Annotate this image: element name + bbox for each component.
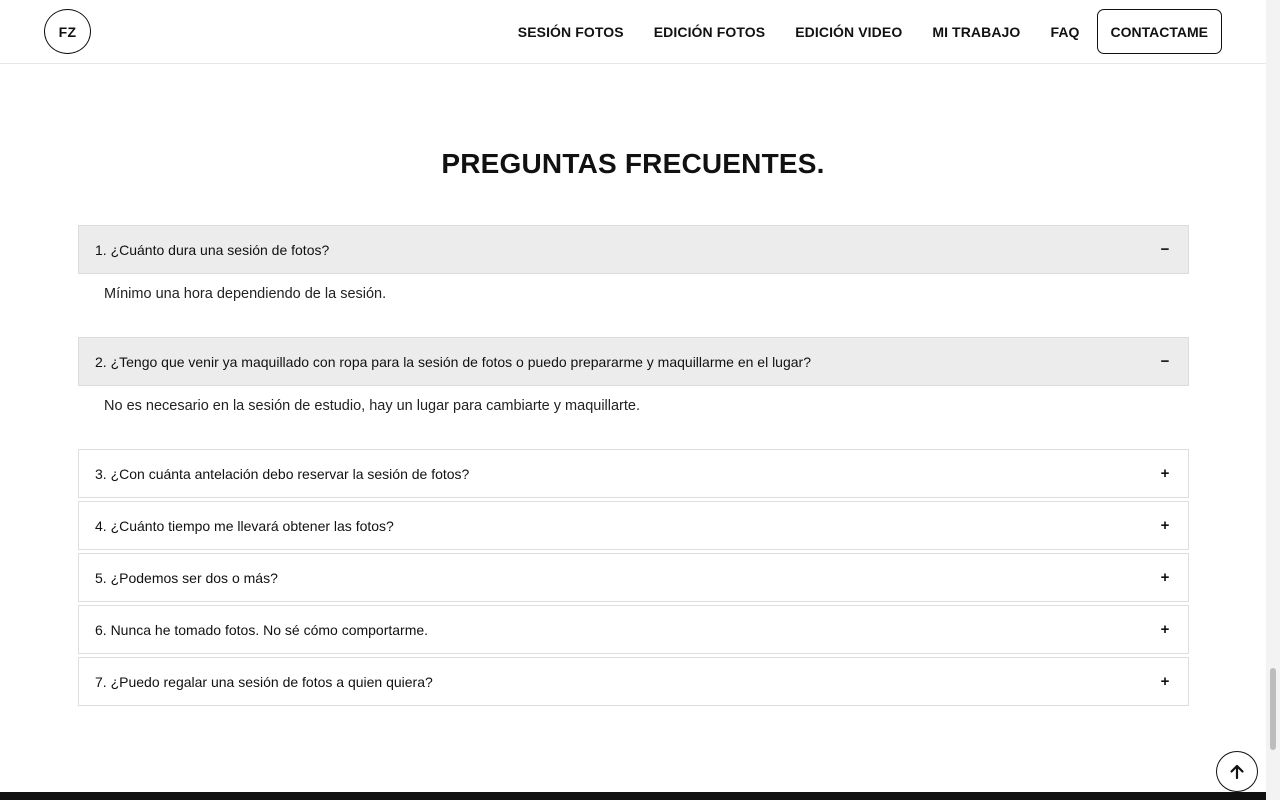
main-nav bbox=[488, 9, 1222, 54]
plus-icon[interactable]: + bbox=[1160, 465, 1170, 482]
faq-question-text: 5. ¿Podemos ser dos o más? bbox=[95, 569, 278, 586]
scrollbar-thumb[interactable] bbox=[1270, 668, 1276, 750]
faq-question-1[interactable] bbox=[78, 225, 1189, 274]
page-title: PREGUNTAS FRECUENTES. bbox=[441, 148, 825, 179]
nav-link-sesion-fotos[interactable]: SESIÓN FOTOS bbox=[517, 23, 624, 40]
faq-question-text: 7. ¿Puedo regalar una sesión de fotos a quien quiera? bbox=[95, 673, 433, 690]
faq-answer-1: Mínimo una hora dependiendo de la sesión. bbox=[104, 286, 387, 302]
logo[interactable]: FZ bbox=[44, 9, 91, 54]
contact-button[interactable]: CONTACTAME bbox=[1097, 9, 1222, 54]
nav-link-mi-trabajo[interactable]: MI TRABAJO bbox=[932, 23, 1021, 40]
nav-link-edicion-video[interactable]: EDICIÓN VIDEO bbox=[795, 23, 903, 40]
faq-question-6[interactable] bbox=[78, 605, 1189, 654]
faq-question-4[interactable] bbox=[78, 501, 1189, 550]
plus-icon[interactable]: + bbox=[1160, 517, 1170, 534]
faq-question-text: 3. ¿Con cuánta antelación debo reservar la sesión de fotos? bbox=[95, 465, 470, 482]
faq-answer-2: No es necesario en la sesión de estudio, hay un lugar para cambiarte y maquillarte. bbox=[104, 398, 640, 414]
faq-question-3[interactable] bbox=[78, 449, 1189, 498]
scroll-to-top-button[interactable] bbox=[1216, 751, 1258, 792]
faq-question-7[interactable] bbox=[78, 657, 1189, 706]
arrow-up-icon bbox=[1228, 763, 1246, 781]
faq-question-5[interactable] bbox=[78, 553, 1189, 602]
window-bottom-edge bbox=[0, 792, 1266, 800]
faq-question-text: 4. ¿Cuánto tiempo me llevará obtener las fotos? bbox=[95, 517, 394, 534]
plus-icon[interactable]: + bbox=[1160, 621, 1170, 638]
faq-accordion bbox=[78, 225, 1189, 706]
site-header bbox=[0, 0, 1266, 64]
scrollbar[interactable] bbox=[1266, 0, 1280, 800]
minus-icon[interactable]: − bbox=[1160, 241, 1170, 258]
plus-icon[interactable]: + bbox=[1160, 569, 1170, 586]
plus-icon[interactable]: + bbox=[1160, 673, 1170, 690]
nav-link-edicion-fotos[interactable]: EDICIÓN FOTOS bbox=[653, 23, 766, 40]
faq-question-text: 1. ¿Cuánto dura una sesión de fotos? bbox=[95, 241, 330, 258]
faq-question-text: 2. ¿Tengo que venir ya maquillado con ropa para la sesión de fotos o puedo prepararme y maquillarme en el lugar? bbox=[95, 353, 811, 370]
faq-question-text: 6. Nunca he tomado fotos. No sé cómo comportarme. bbox=[95, 621, 429, 638]
minus-icon[interactable]: − bbox=[1160, 353, 1170, 370]
nav-link-faq[interactable]: FAQ bbox=[1050, 23, 1080, 40]
faq-question-2[interactable] bbox=[78, 337, 1189, 386]
